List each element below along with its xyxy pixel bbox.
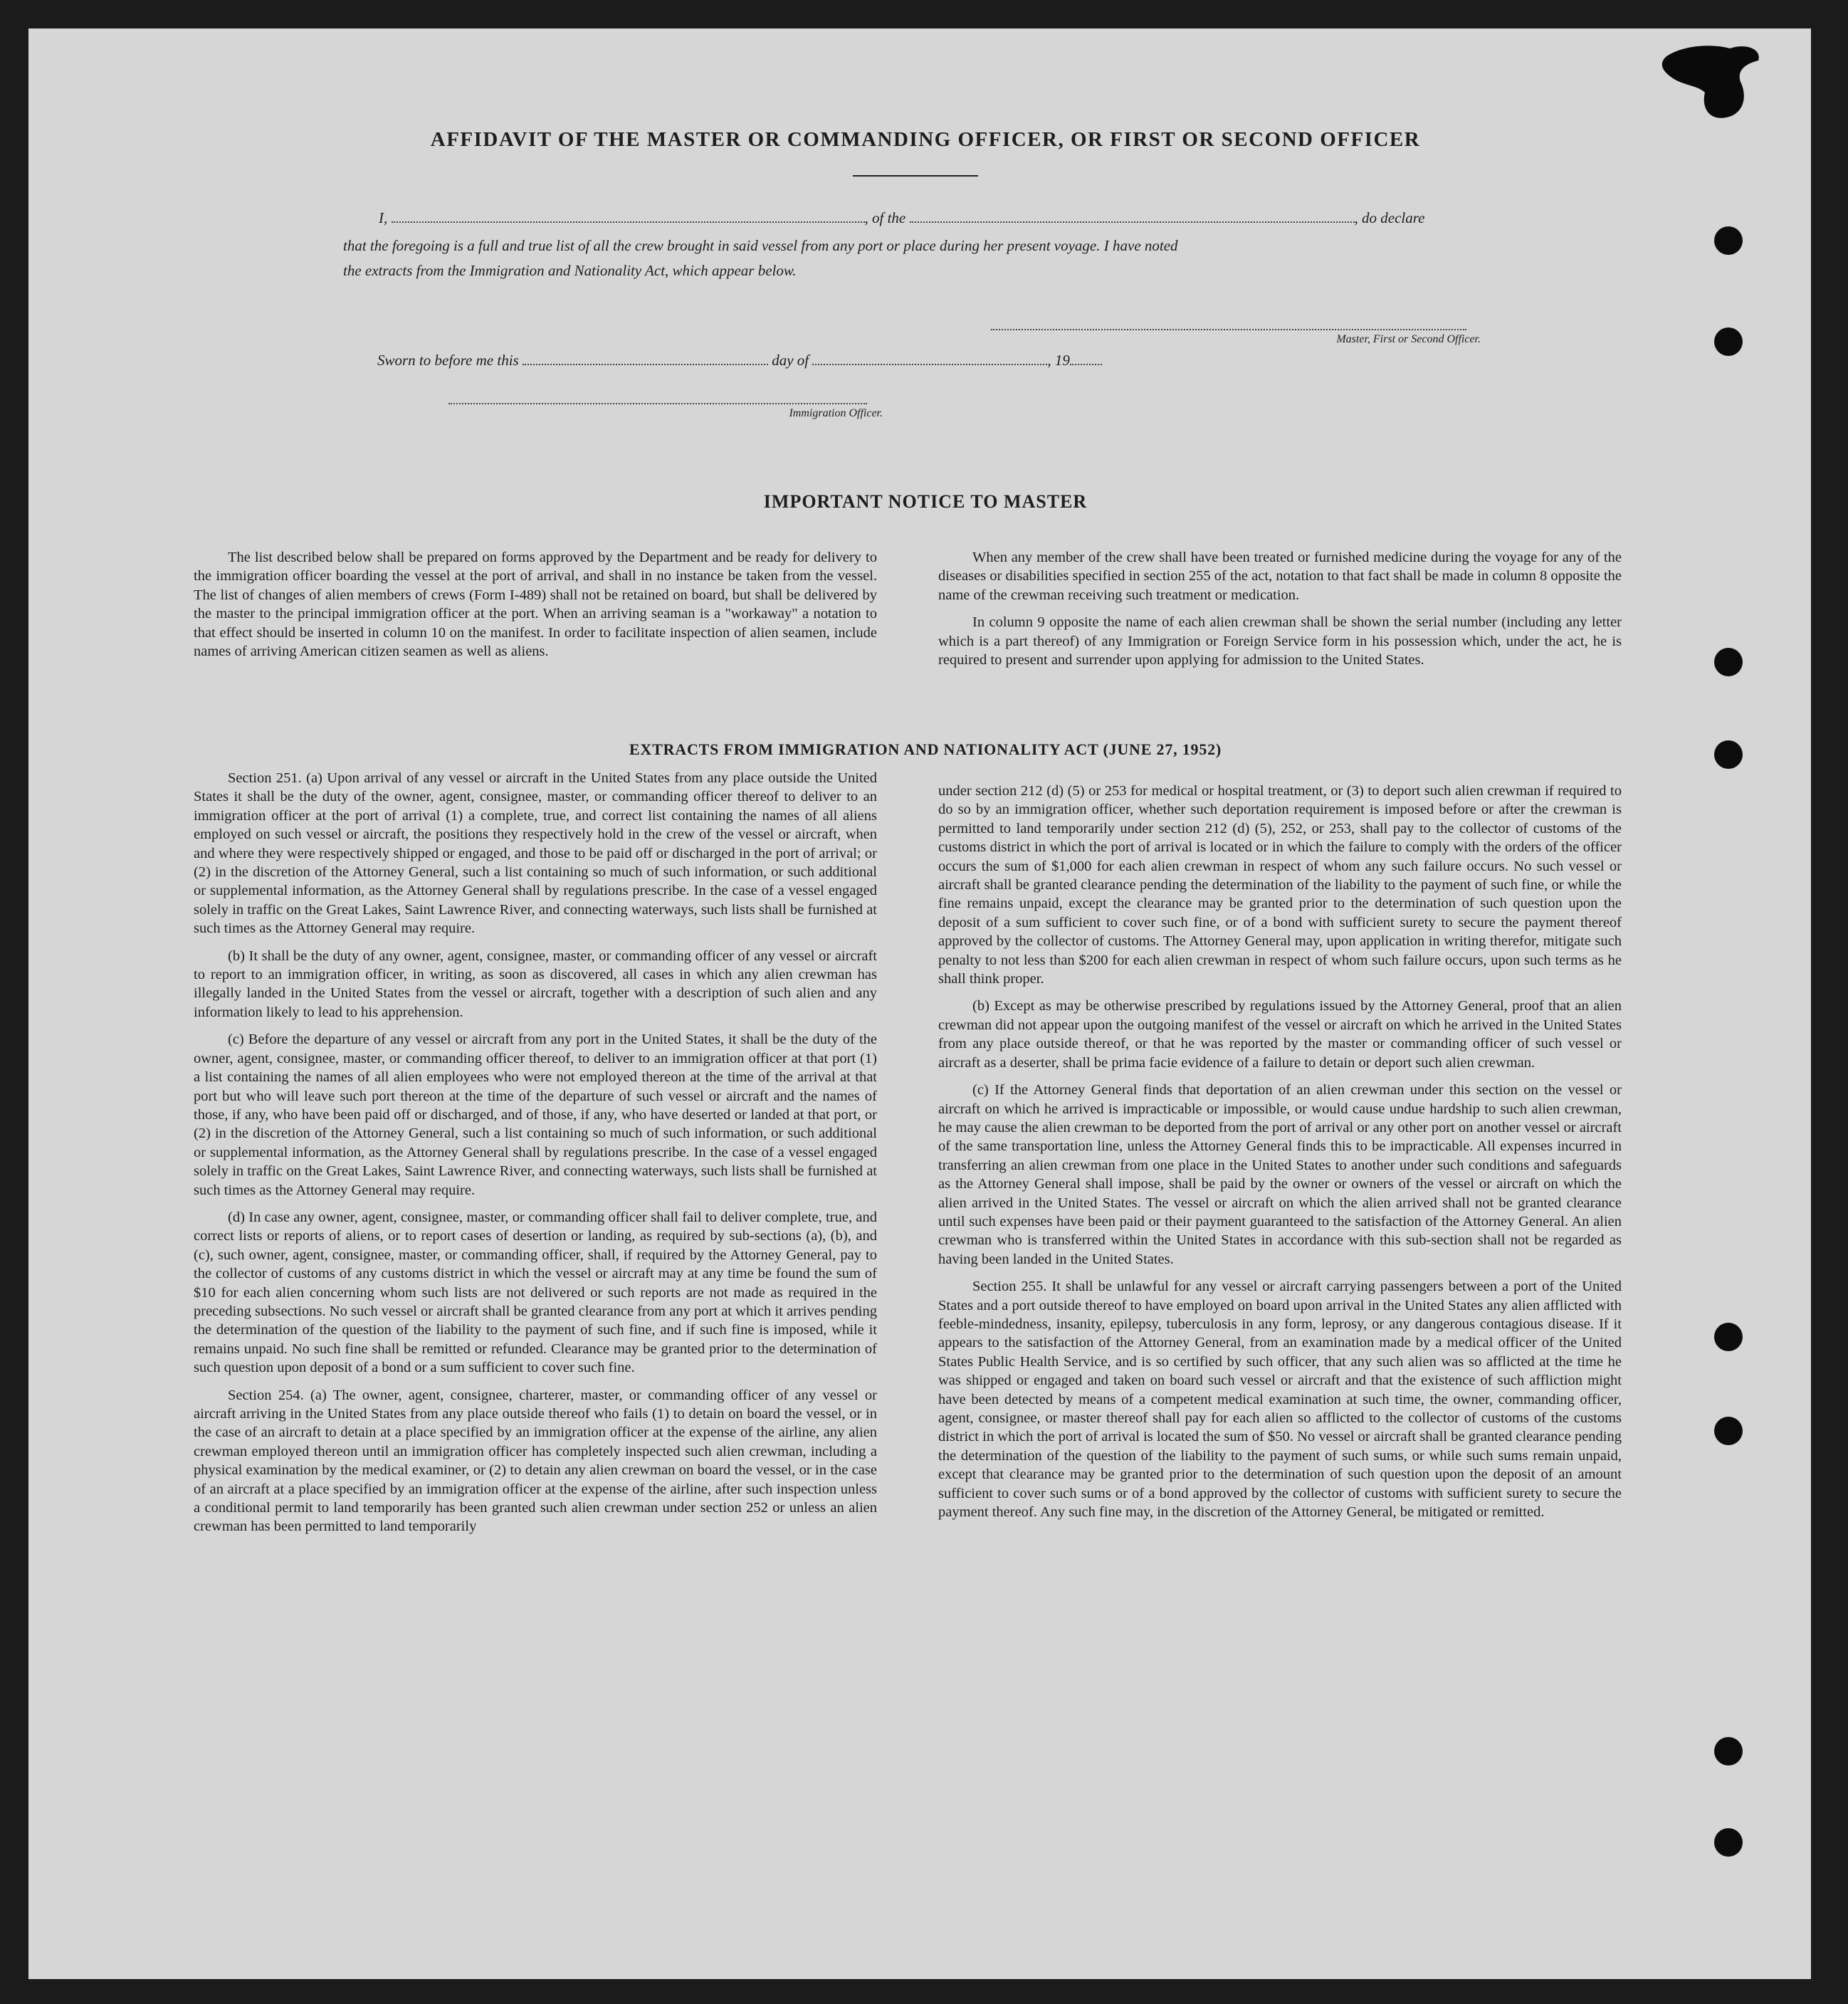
notice-paragraph: The list described below shall be prepared on forms approved by the Department and be ready for delivery to the immigration officer boarding the vessel at the port of arrival, and shall in no instance be taken from the vessel. The list of changes of alien members of crews (Form I-489) shall not be retained on board, but shall be delivered by the master to the principal immigration officer at the port. When an arriving seaman is a "workaway" a notation to that effect should be inserted in column 10 on the manifest. In order to facilitate inspection of alien seamen, include names of arriving American citizen seamen as well as aliens. — [194, 550, 877, 660]
punch-hole — [1714, 1323, 1743, 1351]
extracts-left-column — [194, 769, 877, 1545]
affidavit-title: AFFIDAVIT OF THE MASTER OR COMMANDING OFFICER, OR FIRST OR SECOND OFFICER — [430, 128, 1421, 151]
punch-hole — [1714, 327, 1743, 356]
notice-paragraph: When any member of the crew shall have been treated or furnished medicine during the voyage for any of the diseases or disabilities specified in section 255 of the act, notation to that fact shall be made in column 8 opposite the name of the crewman receiving such treatment or medication. — [938, 550, 1622, 603]
do-declare-label: , do declare — [1354, 209, 1425, 226]
notice-right-column — [938, 548, 1622, 678]
extracts-right-column — [938, 782, 1622, 1530]
officer-signature-line — [448, 403, 867, 404]
master-signature-line — [991, 329, 1466, 330]
extracts-title: EXTRACTS FROM IMMIGRATION AND NATIONALITY ACT (JUNE 27, 1952) — [629, 740, 1222, 758]
name-blank — [392, 221, 865, 223]
ink-blot — [1659, 43, 1765, 121]
title-rule — [853, 175, 978, 177]
vessel-blank — [910, 221, 1355, 223]
extract-paragraph: (c) Before the departure of any vessel or aircraft from any port in the United States, it shall be the duty of the owner, agent, consignee, master, or commanding officer thereof, to deliver to an immigration officer at that port (1) a list containing the names of all alien employees who were not employed thereon at the time of the arrival at that port but who will leave such port thereon at the time of the departure of such vessel or aircraft and the names of those, if any, who have been paid off or discharged, and of those, if any, who have deserted or landed at that port, or (2) in the discretion of the Attorney General, such a list containing so much of such information, or such additional or supplemental information, as the Attorney General shall by regulations prescribe. In the case of a vessel engaged solely in traffic on the Great Lakes, Saint Lawrence River, and connecting waterways, such lists shall be furnished at such times as the Attorney General may require. — [194, 1032, 877, 1198]
extract-paragraph: Section 251. (a) Upon arrival of any vessel or aircraft in the United States from any place outside the United States it shall be the duty of the owner, agent, consignee, master, or commanding officer thereof to deliver to an immigration officer at the port of arrival (1) a complete, true, and correct list containing the names of all aliens employed on such vessel or aircraft, the positions they respectively hold in the crew of the vessel or aircraft, when and where they were respectively shipped or engaged, and those to be paid off or discharged in the port of arrival; or (2) in the discretion of the Attorney General, such a list containing so much of such information, or such additional or supplemental information, as the Attorney General shall by regulations prescribe. In the case of a vessel engaged solely in traffic on the Great Lakes, Saint Lawrence River, and connecting waterways, such lists shall be furnished at such times as the Attorney General may require. — [194, 770, 877, 937]
master-caption: Master, First or Second Officer. — [1336, 333, 1481, 345]
notice-title: IMPORTANT NOTICE TO MASTER — [763, 491, 1088, 512]
sworn-label: Sworn to before me this — [377, 352, 519, 369]
day-of-label: day of — [772, 352, 809, 369]
punch-hole — [1714, 740, 1743, 769]
notice-paragraph: In column 9 opposite the name of each alien crewman shall be shown the serial number (including any letter which is a part thereof) of any Immigration or Foreign Service form in his possession which, under the act, he is required to present and surrender upon applying for admission to the United States. — [938, 614, 1622, 668]
of-the-label: , of the — [864, 209, 906, 226]
notice-left-column — [194, 548, 877, 669]
extract-paragraph: (d) In case any owner, agent, consignee, master, or commanding officer shall fail to deliver complete, true, and correct lists or reports of aliens, or to report cases of desertion or landing, as required by sub-sections (a), (b), and (c), such owner, agent, consignee, master, or commanding officer, shall, if required by the Attorney General, pay to the collector of customs of any customs district in which the vessel or aircraft may at any time be found the sum of $10 for each alien concerning whom such lists are not delivered or such reports are not made as required in the preceding subsections. No such vessel or aircraft shall be granted clearance from any port at which it arrives pending the determination of the question of the liability to the payment of such fine, and if such fine is imposed, while it remains unpaid. No such fine shall be remitted or refunded. Clearance may be granted prior to the determination of such question upon deposit of a bond or a sum sufficient to cover such fine. — [194, 1209, 877, 1376]
affidavit-text-line-2: the extracts from the Immigration and Nationality Act, which appear below. — [343, 262, 797, 279]
sworn-month-blank — [812, 364, 1047, 365]
affidavit-declare-line — [379, 209, 1503, 227]
extract-paragraph: (c) If the Attorney General finds that deportation of an alien crewman under this section on the vessel or aircraft on which he arrived is impracticable or impossible, or would cause undue hardship to such alien crewman, he may cause the alien crewman to be deported from the port of arrival or any other port on another vessel or aircraft of the same transportation line, unless the Attorney General finds this to be impracticable. All expenses incurred in transferring an alien crewman from one place in the United States to another under such conditions and safeguards as the Attorney General shall impose, shall be paid by the owner or owners of the vessel or aircraft on which the alien arrived in the United States. The vessel or aircraft on which the alien arrived shall not be granted clearance until such expenses have been paid or their payment guaranteed to the satisfaction of the Attorney General. An alien crewman who is transferred within the United States in accordance with this sub-section shall not be regarded as having been landed in the United States. — [938, 1082, 1622, 1267]
sworn-year-blank — [1070, 364, 1102, 365]
extract-paragraph: under section 212 (d) (5) or 253 for medical or hospital treatment, or (3) to deport such alien crewman if required to do so by an immigration officer, whether such deportation requirement is imposed before or after the crewman is permitted to land temporarily under section 212 (d) (5), 252, or 253, shall pay to the collector of customs of the customs district in which the port of arrival is located or in which the failure to comply with the orders of the officer occurs the sum of $1,000 for each alien crewman in respect of whom any such failure occurs. No such vessel or aircraft shall be granted clearance pending the determination of the liability to the payment of such fine, or while the fine remains unpaid, except the clearance may be granted prior to the determination of such question upon the deposit of a sum sufficient to cover such fine, or of a bond with sufficient surety to secure the payment thereof approved by the collector of customs. The Attorney General may, upon application in writing therefor, mitigate such penalty to not less than $200 for each alien crewman in respect of whom such failure occurs, upon such terms as he shall think proper. — [938, 783, 1622, 987]
officer-caption: Immigration Officer. — [789, 407, 883, 419]
punch-hole — [1714, 648, 1743, 676]
extract-paragraph: (b) It shall be the duty of any owner, agent, consignee, master, or commanding officer of any vessel or aircraft to report to an immigration officer, in writing, as soon as discovered, all cases in which any alien crewman has illegally landed in the United States from the vessel or aircraft, together with a description of such alien and any information likely to lead to his apprehension. — [194, 948, 877, 1020]
punch-hole — [1714, 1737, 1743, 1766]
affidavit-text-line-1: that the foregoing is a full and true list of all the crew brought in said vessel from any port or place during her present voyage. I have noted — [343, 237, 1178, 254]
extract-paragraph: Section 254. (a) The owner, agent, consignee, charterer, master, or commanding officer of any vessel or aircraft arriving in the United States from any place outside thereof who fails (1) to detain on board the vessel, or in the case of an aircraft to detain at a place specified by an immigration officer at the expense of the airline, any alien crewman employed thereon until an immigration officer has completely inspected such alien crewman, including a physical examination by the medical examiner, or (2) to detain any alien crewman on board the vessel, or in the case of an aircraft at a place specified by an immigration officer at the expense of the airline, after such inspection unless a conditional permit to land temporarily has been granted such alien crewman under section 252 or unless an alien crewman has been permitted to land temporarily — [194, 1387, 877, 1535]
sworn-line — [377, 352, 1232, 369]
sworn-day-blank — [523, 364, 768, 365]
document-page — [28, 28, 1811, 1979]
i-label: I, — [379, 209, 388, 226]
punch-hole — [1714, 1417, 1743, 1445]
extract-paragraph: Section 255. It shall be unlawful for any vessel or aircraft carrying passengers between a port of the United States and a port outside thereof to have employed on board upon arrival in the United States any alien afflicted with feeble-mindedness, insanity, epilepsy, tuberculosis in any form, leprosy, or any dangerous contagious disease. If it appears to the satisfaction of the Attorney General, from an examination made by a medical officer of the United States Public Health Service, and is so certified by such officer, that any such alien was so afflicted at the time he was shipped or engaged and taken on board such vessel or aircraft and that the existence of such affliction might have been detected by means of a competent medical examination at such time, the owner, commanding officer, agent, consignee, or master thereof shall pay for each alien so afflicted to the collector of customs of the customs district in which the port of arrival is located the sum of $50. No vessel or aircraft shall be granted clearance pending the determination of the question of the liability to the payment of such sums, or while such sums remain unpaid, except that clearance may be granted prior to the determination of such question upon the deposit of an amount sufficient to cover such sums or of a bond approved by the collector of customs with sufficient surety to secure the payment thereof. Any such fine may, in the discretion of the Attorney General, be mitigated or remitted. — [938, 1279, 1622, 1521]
year-label: , 19 — [1047, 352, 1070, 369]
punch-hole — [1714, 1828, 1743, 1857]
extract-paragraph: (b) Except as may be otherwise prescribed by regulations issued by the Attorney General, proof that an alien crewman did not appear upon the outgoing manifest of the vessel or aircraft on which he arrived in the United States from any place outside thereof, or that he was reported by the master or commanding officer of such vessel or aircraft as a deserter, shall be prima facie evidence of a failure to detain or deport such alien crewman. — [938, 998, 1622, 1071]
punch-hole — [1714, 226, 1743, 255]
